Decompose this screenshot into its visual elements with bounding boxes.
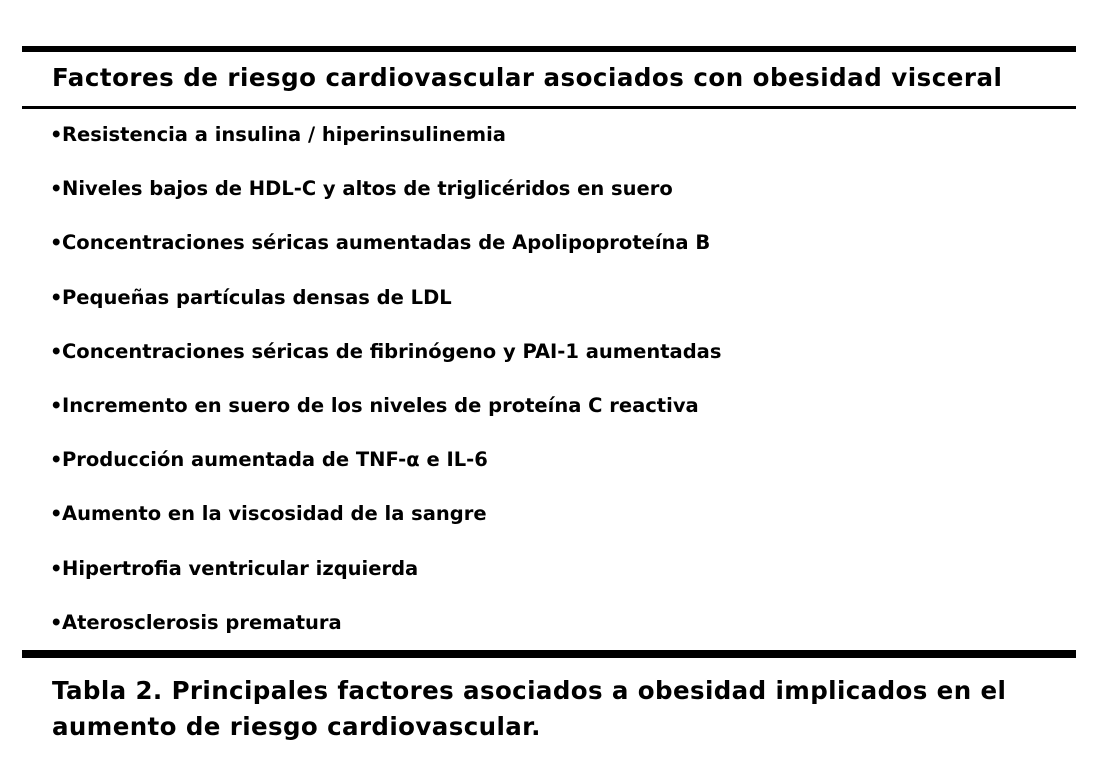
- table-title: Factores de riesgo cardiovascular asociados con obesidad visceral: [52, 63, 1003, 92]
- list-item: [50, 554, 721, 608]
- table-caption: Tabla 2. Principales factores asociados a obesidad implicados en el aumento de riesgo cardiovascular.: [52, 676, 1007, 741]
- list-item: [50, 499, 721, 553]
- list-item-text: Niveles bajos de HDL-C y altos de triglicéridos en suero: [62, 177, 673, 201]
- list-item-text: Resistencia a insulina / hiperinsulinemia: [62, 123, 506, 146]
- bullet: •: [50, 393, 63, 417]
- bullet: •: [50, 231, 63, 255]
- risk-factor-list: [50, 120, 721, 662]
- table-bottom-rule: [22, 650, 1076, 658]
- list-item: [50, 120, 721, 174]
- list-item-text: Producción aumentada de TNF-α e IL-6: [62, 448, 488, 472]
- list-item-text: Incremento en suero de los niveles de proteína C reactiva: [62, 393, 699, 417]
- list-item: [50, 337, 721, 391]
- list-item: [50, 445, 721, 499]
- bullet: •: [50, 285, 63, 309]
- list-item-text: Aumento en la viscosidad de la sangre: [62, 502, 487, 526]
- bullet: •: [50, 502, 63, 526]
- bullet: •: [50, 339, 63, 363]
- table-header-rule: [22, 106, 1076, 109]
- table-top-rule: [22, 46, 1076, 52]
- list-item-text: Hipertrofia ventricular izquierda: [62, 556, 419, 580]
- list-item: [50, 174, 721, 228]
- bullet: •: [50, 556, 63, 580]
- bullet: •: [50, 448, 63, 472]
- list-item: [50, 391, 721, 445]
- list-item-text: Concentraciones séricas de fibrinógeno y PAI-1 aumentadas: [62, 339, 722, 363]
- list-item-text: Pequeñas partículas densas de LDL: [62, 285, 452, 309]
- bullet: •: [50, 123, 63, 146]
- bullet: •: [50, 610, 63, 634]
- list-item: [50, 228, 721, 282]
- list-item-text: Aterosclerosis prematura: [62, 610, 342, 634]
- list-item-text: Concentraciones séricas aumentadas de Apolipoproteína B: [62, 231, 711, 255]
- list-item: [50, 283, 721, 337]
- bullet: •: [50, 177, 63, 201]
